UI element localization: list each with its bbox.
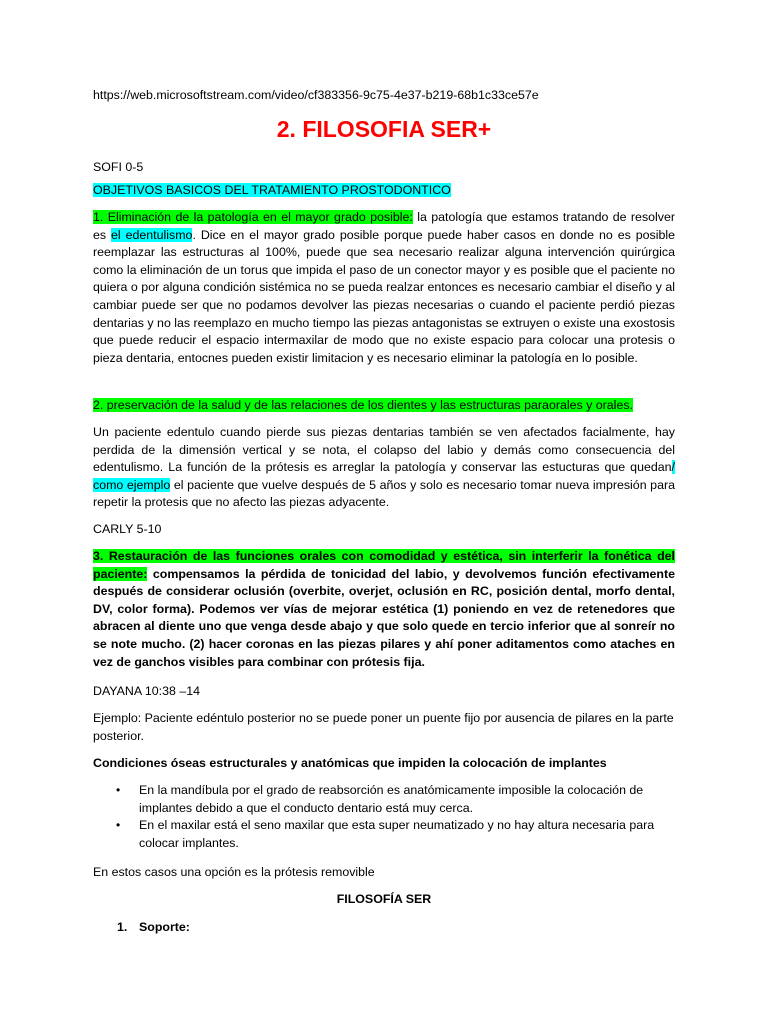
video-url-link[interactable]: https://web.microsoftstream.com/video/cf383356-9c75-4e37-b219-68b1c33ce57e <box>93 88 539 102</box>
bullet-text-mandibula: En la mandíbula por el grado de reabsorción es anatómicamente imposible la colocación de implantes debido a que el conducto dentario está muy cerca. <box>139 783 644 815</box>
como-ejemplo-highlight: / como ejemplo <box>93 460 675 492</box>
restauracion-highlight: 3. Restauración de las funciones orales con comodidad y estética, sin interferir la fonética del paciente: <box>93 549 675 581</box>
list-number: 1. <box>117 920 128 934</box>
condiciones-list <box>93 782 675 852</box>
paragraph-edentulo <box>93 424 675 512</box>
page-title: 2. FILOSOFIA SER+ <box>276 116 492 142</box>
edentulismo-highlight: el edentulismo <box>111 227 193 242</box>
eliminacion-highlight: 1. Eliminación de la patología en el mayor grado posible: <box>93 210 413 224</box>
paragraph-en-estos-casos: En estos casos una opción es la prótesis removible <box>93 865 375 879</box>
condiciones-heading: Condiciones óseas estructurales y anatómicas que impiden la colocación de implantes <box>93 756 607 770</box>
paragraph-ejemplo: Ejemplo: Paciente edéntulo posterior no se puede poner un puente fijo por ausencia de pilares en la parte posterior. <box>93 711 674 743</box>
objetivos-heading-text: OBJETIVOS BASICOS DEL TRATAMIENTO PROSTODONTICO <box>93 183 451 197</box>
filosofia-ser-heading: FILOSOFÍA SER <box>336 892 432 906</box>
eliminacion-text-b: . Dice en el mayor grado posible porque puede haber casos en donde no es posible reemplazar las estructuras al 100%, puede que sea necesario realizar alguna intervención quirúrgica como la eliminación de un torus que impida el paso de un conector mayor y es posible que el paciente no quiera o por alguna condición sistémica no se pueda realzar entonces es necesario cambiar el diseño y al cambiar puede ser que no podamos devolver las piezas necesarias o cuando el paciente perdió piezas dentarias y no las reemplazo en mucho tiempo las piezas antagonistas se extruyen o existe una exostosis que puede reducir el espacio intermaxilar de modo que no existe espacio para colocar una protesis o pieza dentaria, entocnes pueden existir limitacion y es necesario eliminar la patología en lo posible. <box>93 227 675 365</box>
list-item <box>93 782 675 817</box>
edentulo-text-a: Un paciente edentulo cuando pierde sus piezas dentarias también se ven afectados facialmente, hay perdida de la dimensión vertical y se nota, el colapso del labio y demás como consecuencia del edentulismo. La función de la prótesis es arreglar la patología y conservar las estucturas que quedan <box>93 425 675 475</box>
list-item <box>93 817 675 852</box>
paragraph-eliminacion <box>93 209 675 367</box>
objetivos-heading <box>93 182 675 200</box>
eliminacion-text-a: la patología que estamos tratando de resolver es <box>93 210 675 242</box>
section-label-carly: CARLY 5-10 <box>93 522 162 536</box>
bullet-icon: • <box>116 818 121 833</box>
preservacion-heading <box>93 397 675 415</box>
preservacion-heading-text: 2. preservación de la salud y de las relaciones de los dientes y las estructuras paraorales y orales. <box>93 398 633 412</box>
restauracion-text: compensamos la pérdida de tonicidad del labio, y devolvemos función efectivamente después de considerar oclusión (overbite, overjet, oclusión en RC, posición dental, morfo dental, DV, color forma). Podemos ver vías de mejorar estética (1) poniendo en vez de retenedores que abracen al diente uno que venga desde abajo y que solo quede en tercio inferior que al sonreír no se note mucho. (2) hacer coronas en las piezas pilares y ahí poner aditamentos como ataches en vez de ganchos visibles para combinar con prótesis fija. <box>93 566 675 669</box>
list-item-soporte: Soporte: <box>139 920 190 934</box>
bullet-icon: • <box>116 783 121 797</box>
bullet-text-maxilar: En el maxilar está el seno maxilar que esta super neumatizado y no hay altura necesaria para colocar implantes. <box>139 818 655 850</box>
section-label-sofi: SOFI 0-5 <box>93 160 144 174</box>
edentulo-text-b: el paciente que vuelve después de 5 años y solo es necesario tomar nueva impresión para repetir la protesis que no afecto las piezas adyacente. <box>93 477 675 510</box>
paragraph-restauracion <box>93 548 675 671</box>
section-label-dayana: DAYANA 10:38 –14 <box>93 684 200 698</box>
